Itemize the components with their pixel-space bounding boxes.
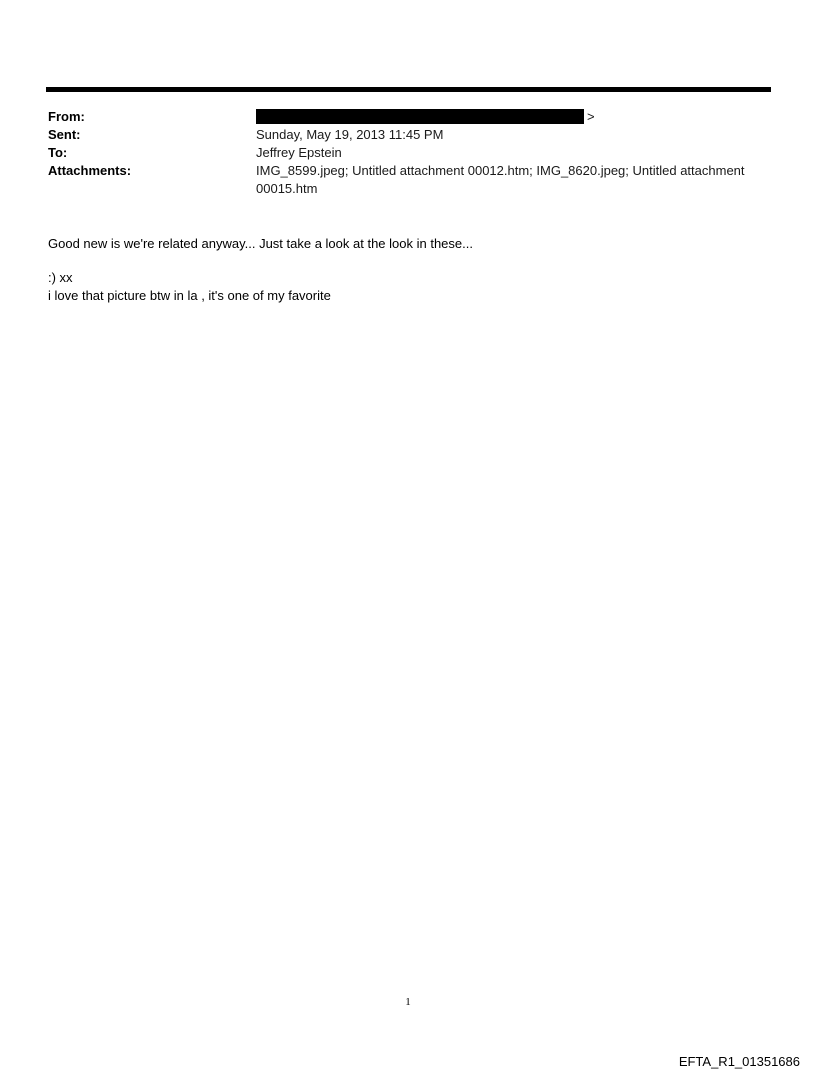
from-suffix: > (587, 109, 595, 124)
email-body (48, 235, 768, 305)
from-label: From: (48, 109, 85, 124)
document-id: EFTA_R1_01351686 (678, 1054, 800, 1069)
email-headers (48, 108, 768, 198)
sent-row (48, 126, 768, 144)
attachments-row (48, 162, 768, 198)
sent-value: Sunday, May 19, 2013 11:45 PM (256, 127, 444, 142)
from-row (48, 108, 768, 126)
page-number: 1 (405, 996, 411, 1008)
from-value (256, 108, 768, 126)
body-line-1: Good new is we're related anyway... Just take a look at the look in these... (48, 236, 473, 251)
attachments-label: Attachments: (48, 163, 132, 178)
to-row (48, 144, 768, 162)
paragraph-gap (48, 253, 768, 269)
sent-label: Sent: (48, 127, 81, 142)
redaction-block (256, 109, 584, 124)
to-label: To: (48, 145, 68, 160)
to-value: Jeffrey Epstein (256, 145, 342, 160)
body-line-3: i love that picture btw in la , it's one of my favorite (48, 288, 331, 303)
attachments-value: IMG_8599.jpeg; Untitled attachment 00012.htm; IMG_8620.jpeg; Untitled attachment 00015.htm (256, 163, 745, 196)
header-divider (46, 87, 771, 92)
body-line-2: :) xx (48, 270, 73, 285)
